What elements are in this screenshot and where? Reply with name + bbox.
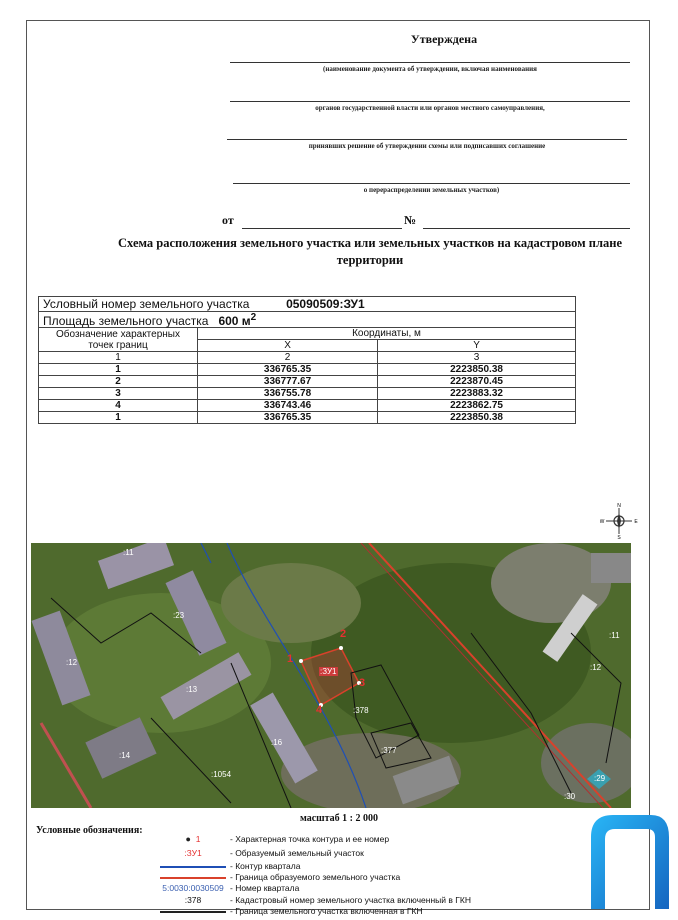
signature-line <box>227 139 627 140</box>
cadastral-label: :12 <box>66 658 78 667</box>
point-label-4: 4 <box>316 704 323 716</box>
area-value: 600 м <box>218 314 251 328</box>
signature-line <box>233 183 630 184</box>
signature-line <box>230 101 630 102</box>
number-line <box>423 228 630 229</box>
point-marker <box>339 646 343 650</box>
cadastral-label: :13 <box>186 685 198 694</box>
cadastral-label: :378 <box>353 706 369 715</box>
point-label-3: 3 <box>359 677 366 689</box>
compass-icon <box>600 502 638 540</box>
x-cell: 336765.35 <box>198 412 378 424</box>
x-cell: 336755.78 <box>198 388 378 400</box>
table-row <box>39 412 576 424</box>
col-point-header: Обозначение характерных точек границ <box>39 328 198 352</box>
legend-symbol-cadastral: :378 <box>184 895 202 905</box>
approved-heading: Утверждена <box>410 32 478 46</box>
signature-line <box>230 62 630 63</box>
point-cell: 2 <box>39 376 198 388</box>
cadastral-label: :30 <box>564 792 576 801</box>
legend-symbol-point: ● 1 <box>185 834 201 844</box>
parcel-label: :ЗУ1 <box>320 667 337 676</box>
cadastral-label: :377 <box>381 746 397 755</box>
conditional-number-row <box>39 297 576 312</box>
point-cell: 3 <box>39 388 198 400</box>
cadastral-label: :12 <box>590 663 602 672</box>
conditional-number-value: 05090509:ЗУ1 <box>286 296 365 311</box>
cadastral-label: :1054 <box>211 770 232 779</box>
col-num: 1 <box>39 352 198 364</box>
compass-n: N <box>617 503 621 509</box>
map-scale: масштаб 1 : 2 000 <box>300 813 378 824</box>
legend-text: - Контур квартала <box>230 861 301 871</box>
cadastral-label: :11 <box>123 548 134 557</box>
point-cell: 1 <box>39 412 198 424</box>
legend-symbol-quarter-number: 5:0030:0030509 <box>162 883 224 893</box>
col-num: 3 <box>378 352 576 364</box>
compass-s: S <box>617 535 621 540</box>
x-cell: 336777.67 <box>198 376 378 388</box>
x-cell: 336743.46 <box>198 400 378 412</box>
cadastral-label: :11 <box>609 631 620 640</box>
caption-2: органов государственной власти или органов местного самоуправления, <box>315 104 545 112</box>
legend-text: - Номер квартала <box>230 883 300 893</box>
from-label: от <box>222 213 234 227</box>
caption-4: о перераспределении земельных участков) <box>363 186 500 194</box>
area-unit-sup: 2 <box>250 312 257 323</box>
table-row <box>39 376 576 388</box>
legend-title: Условные обозначения: <box>36 825 143 836</box>
compass-e: E <box>634 519 638 525</box>
cadastral-label: :14 <box>119 751 131 760</box>
legend-text: - Граница земельного участка включенная в ГКН <box>230 906 423 916</box>
area-label: Площадь земельного участка <box>43 314 209 328</box>
caption-1: (наименование документа об утверждении, включая наименования <box>323 65 537 73</box>
point-label-1: 1 <box>287 653 294 665</box>
y-cell: 2223850.38 <box>378 412 576 424</box>
y-cell: 2223870.45 <box>378 376 576 388</box>
cadastral-label: :23 <box>173 611 185 620</box>
legend-text: - Граница образуемого земельного участка <box>230 872 401 882</box>
cadastral-label: :16 <box>271 738 283 747</box>
legend-symbol-parcel: :ЗУ1 <box>184 848 202 858</box>
compass-w: W <box>600 519 605 525</box>
y-cell: 2223883.32 <box>378 388 576 400</box>
col-y-header: Y <box>378 340 576 352</box>
y-cell: 2223862.75 <box>378 400 576 412</box>
point-label-2: 2 <box>340 628 347 640</box>
document-title: Схема расположения земельного участка или земельных участков на кадастровом плане территории <box>117 236 623 267</box>
point-cell: 1 <box>39 364 198 376</box>
point-cell: 4 <box>39 400 198 412</box>
caption-3: принявших решение об утверждении схемы или подписавших соглашение <box>308 142 546 150</box>
y-cell: 2223850.38 <box>378 364 576 376</box>
legend-text: - Кадастровый номер земельного участка включенный в ГКН <box>230 895 471 905</box>
number-label: № <box>404 213 417 227</box>
conditional-number-label: Условный номер земельного участка <box>43 296 250 311</box>
brand-logo-icon <box>581 809 671 913</box>
table-row <box>39 400 576 412</box>
legend-text: - Характерная точка контура и ее номер <box>230 834 390 844</box>
cadastral-label: :29 <box>594 774 606 783</box>
point-marker <box>299 659 303 663</box>
col-x-header: X <box>198 340 378 352</box>
table-row <box>39 388 576 400</box>
cadastral-map <box>31 543 631 808</box>
legend-text: - Образуемый земельный участок <box>230 848 364 858</box>
table-row <box>39 364 576 376</box>
date-line <box>242 228 402 229</box>
area-row <box>39 312 576 328</box>
x-cell: 336765.35 <box>198 364 378 376</box>
col-num: 2 <box>198 352 378 364</box>
coordinates-table <box>38 296 576 424</box>
col-coords-header: Координаты, м <box>198 328 576 340</box>
